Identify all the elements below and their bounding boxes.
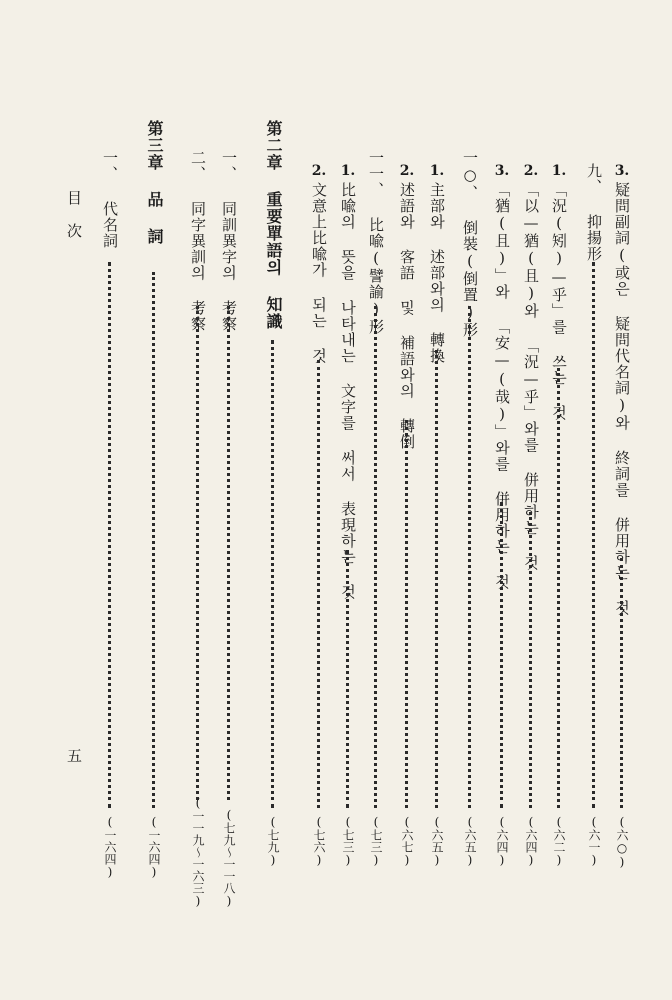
entry-page: (六五) [430, 815, 444, 867]
entry-page: (六五) [463, 815, 477, 867]
chapter-title: 第三章 品 詞 [145, 120, 164, 245]
page-number: 五 [65, 748, 83, 763]
entry-number: 2. [399, 163, 415, 179]
dot-leader [405, 420, 408, 808]
section-title: 目 次 [65, 190, 83, 238]
entry-title: 文意上比喩가 되는 것 [310, 182, 328, 364]
entry-number: 2. [311, 163, 327, 179]
dot-leader [346, 550, 349, 808]
entry-page: (七九～一一八) [222, 808, 236, 908]
entry-number: 1. [340, 163, 356, 179]
chapter-title: 第二章 重要單語의 知識 [264, 120, 283, 330]
entry-number: 1. [429, 163, 445, 179]
entry-title: 一一、 比喩(譬諭)形 [367, 150, 385, 335]
dot-leader [271, 340, 274, 808]
entry-title: 一○、 倒裝(倒置)形 [461, 150, 479, 338]
entry-page: (七三) [341, 815, 355, 867]
entry-title: 比喩의 뜻을 나타내는 文字를 써서 表現하는 것 [339, 182, 357, 600]
entry-title: 「以—猶(且)와 「況—乎」와를 併用하는 것 [522, 182, 540, 571]
entry-number: 3. [494, 163, 510, 179]
entry-title: 疑問副詞(或은 疑問代名詞)와 終詞를 併用하는 것 [613, 182, 631, 616]
entry-title: 九、 抑揚形 [585, 163, 603, 262]
dot-leader [196, 306, 199, 800]
entry-page: (六四) [524, 815, 538, 867]
entry-title: 「況(矧)—乎」를 쓰는 것 [550, 182, 568, 421]
dot-leader [317, 360, 320, 808]
dot-leader [620, 558, 623, 808]
entry-title: 一、 同訓異字의 考察 [220, 150, 238, 332]
entry-page: (七六) [312, 815, 326, 867]
entry-page: (一六四) [103, 815, 117, 879]
dot-leader [557, 368, 560, 808]
dot-leader [152, 272, 155, 808]
entry-page: (六一) [587, 815, 601, 867]
entry-title: 「猶(且)」와 「安—(哉)」와를 併用하는 것 [493, 182, 511, 590]
entry-page: (一六四) [147, 815, 161, 879]
dot-leader [592, 262, 595, 808]
dot-leader [108, 262, 111, 808]
entry-page: (六二) [552, 815, 566, 867]
entry-page: (六七) [400, 815, 414, 867]
entry-number: 2. [523, 163, 539, 179]
dot-leader [529, 512, 532, 808]
entry-title: 主部와 述部와의 轉換 [428, 182, 446, 364]
dot-leader [374, 306, 377, 808]
dot-leader [227, 306, 230, 800]
entry-page: (六四) [495, 815, 509, 867]
entry-number: 1. [551, 163, 567, 179]
entry-number: 3. [614, 163, 630, 179]
dot-leader [435, 350, 438, 808]
entry-title: 一、 代名詞 [101, 150, 119, 249]
entry-title: 述語와 客語 및 補語와의 轉倒 [398, 182, 416, 450]
dot-leader [500, 502, 503, 808]
dot-leader [468, 306, 471, 808]
entry-page: (七三) [369, 815, 383, 867]
entry-page: (七九) [266, 815, 280, 867]
entry-title: 二、 同字異訓의 考察 [189, 150, 207, 332]
entry-page: (一一九～一六三) [191, 796, 205, 908]
entry-page: (六○) [615, 815, 629, 869]
